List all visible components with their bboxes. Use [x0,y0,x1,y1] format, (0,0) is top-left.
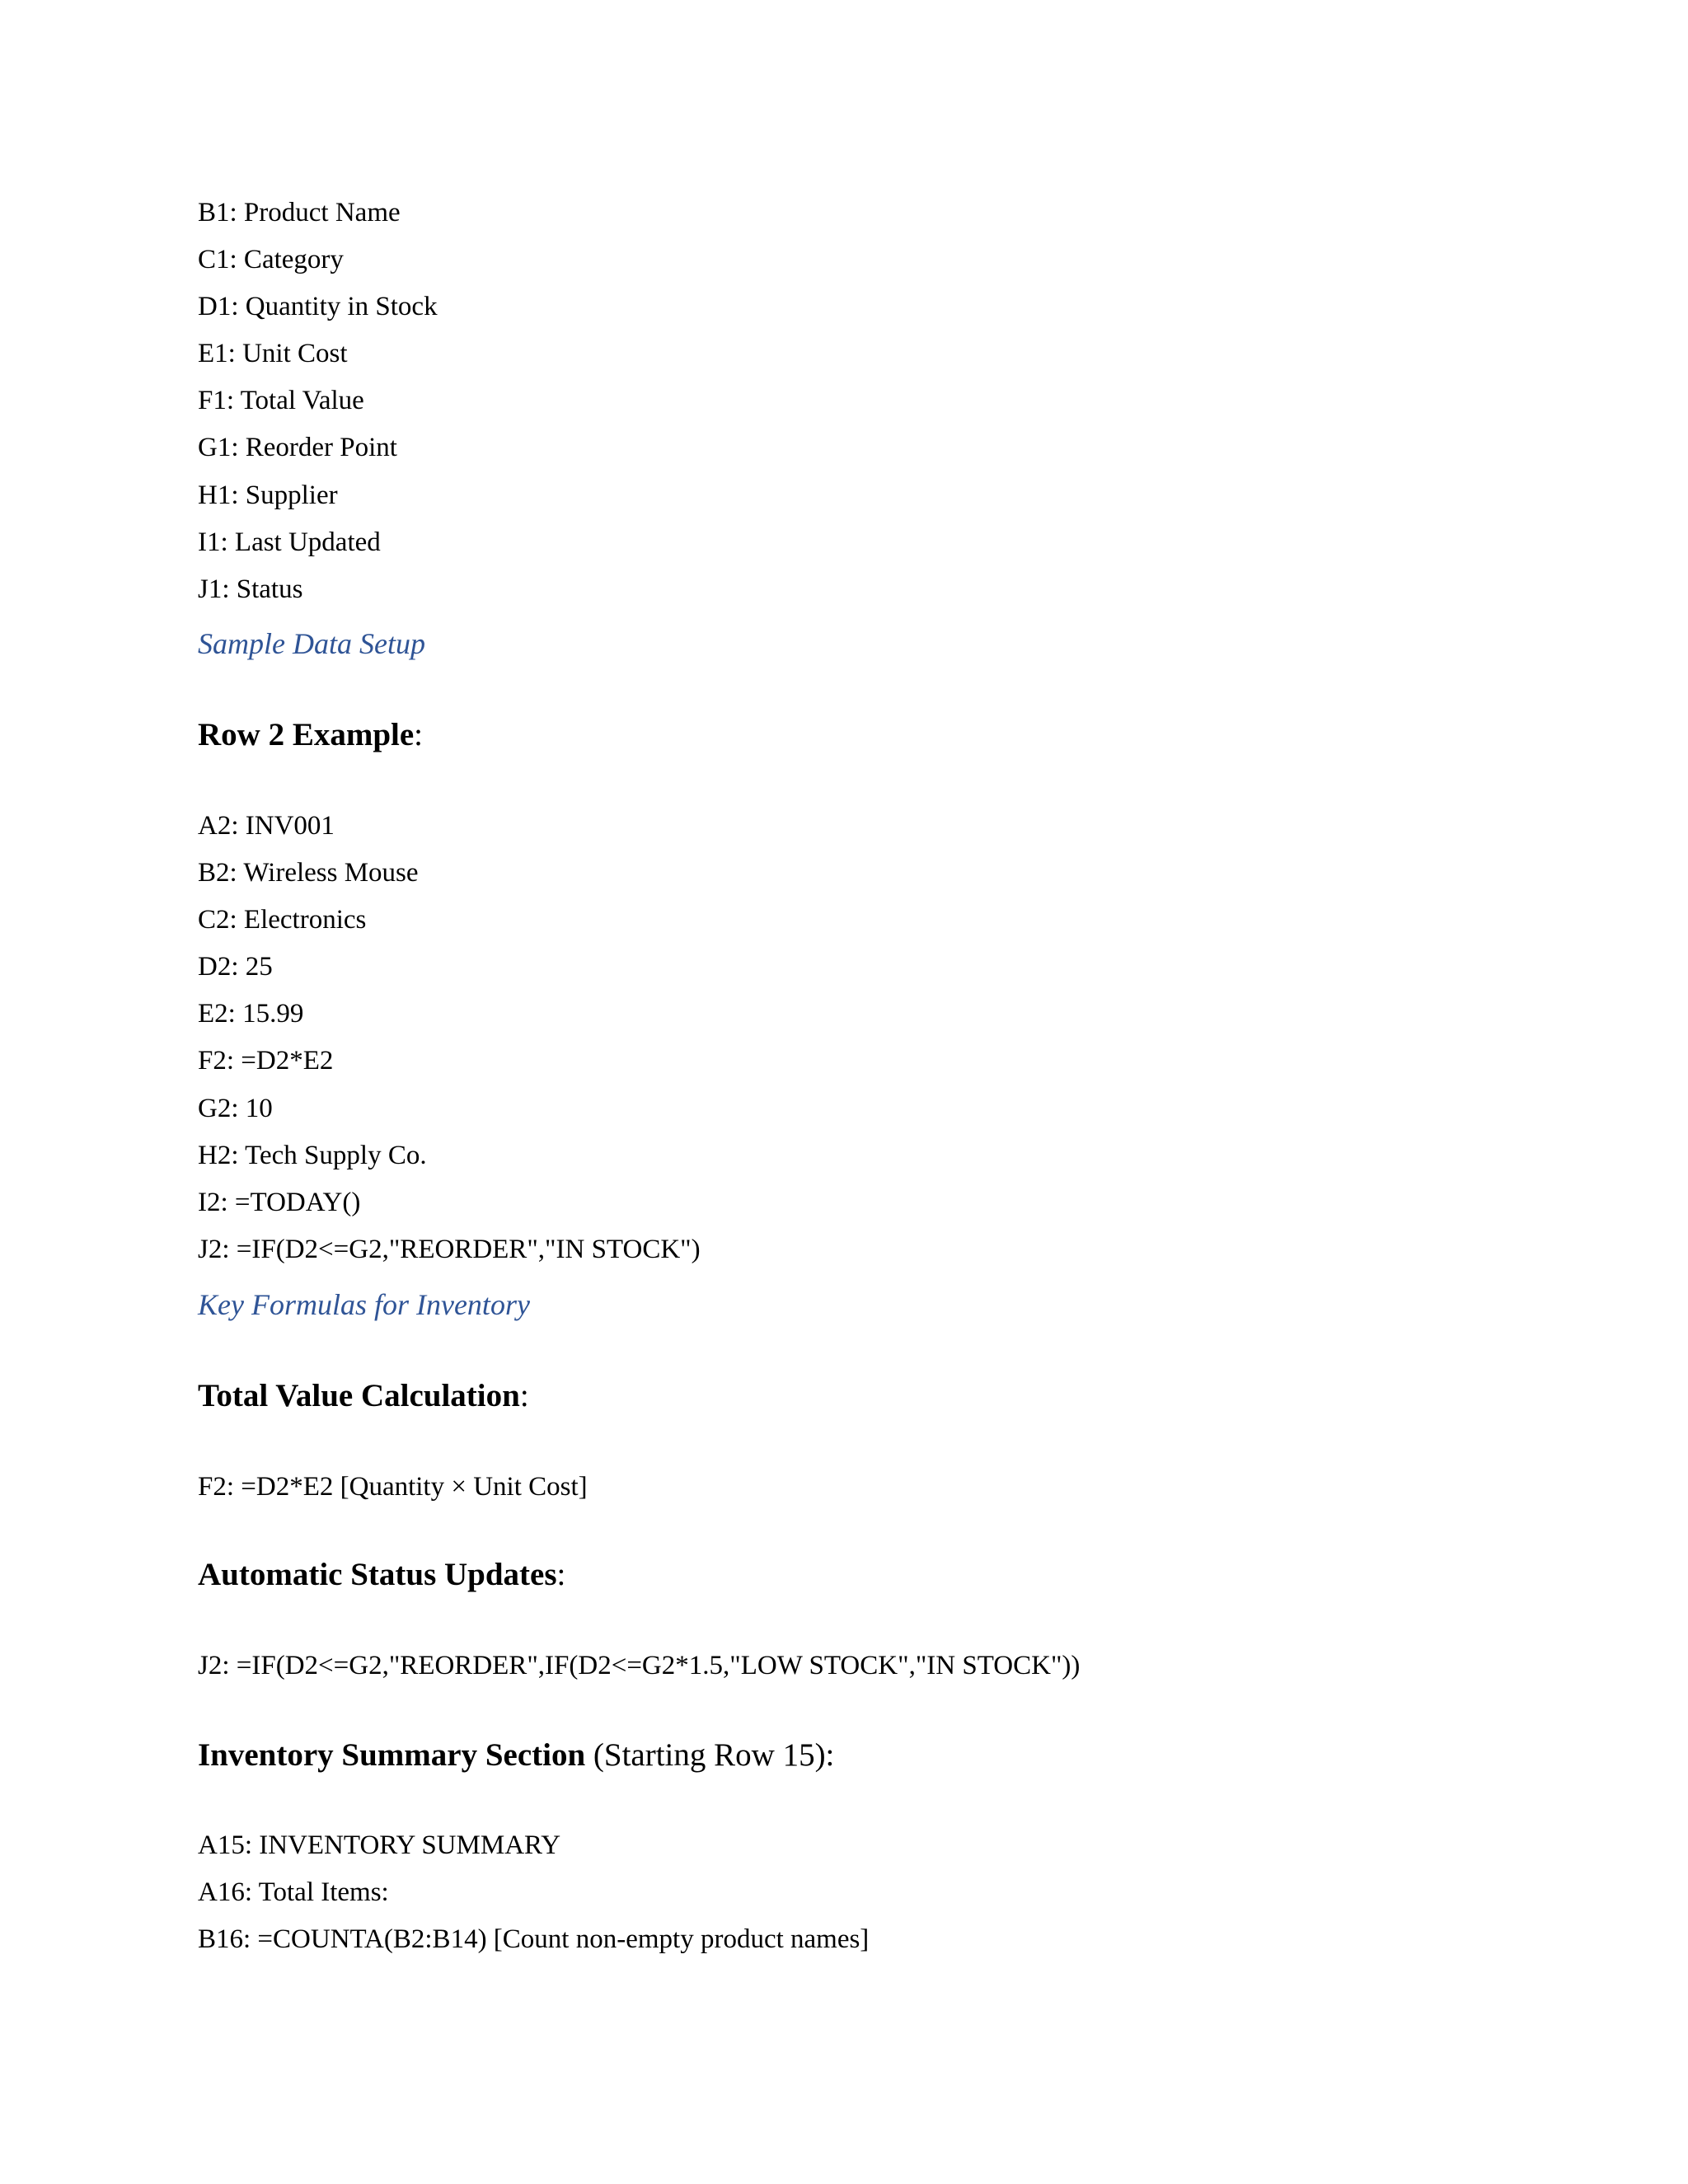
header-line: B1: Product Name [198,198,401,227]
row2-line: I2: =TODAY() [198,1188,361,1217]
row2-line: G2: 10 [198,1094,273,1123]
row2-heading-rest: : [414,717,424,752]
total-value-heading [198,1376,529,1416]
header-line: G1: Reorder Point [198,433,397,462]
total-value-heading-bold: Total Value Calculation [198,1378,520,1413]
total-value-formula: F2: =D2*E2 [Quantity × Unit Cost] [198,1472,588,1502]
status-heading [198,1555,565,1595]
summary-line: A16: Total Items: [198,1877,389,1907]
status-heading-rest: : [556,1557,566,1592]
status-formula: J2: =IF(D2<=G2,"REORDER",IF(D2<=G2*1.5,"LOW STOCK","IN STOCK")) [198,1651,1081,1680]
header-line: E1: Unit Cost [198,339,348,368]
row2-line: H2: Tech Supply Co. [198,1141,427,1170]
total-value-heading-rest: : [519,1378,529,1413]
row2-line: A2: INV001 [198,811,335,841]
row2-heading-bold: Row 2 Example [198,717,415,752]
header-line: J1: Status [198,574,303,604]
summary-heading-bold: Inventory Summary Section [198,1737,586,1773]
row2-line: D2: 25 [198,952,273,982]
summary-heading-rest: (Starting Row 15): [585,1737,835,1773]
header-line: C1: Category [198,245,344,274]
row2-line: B2: Wireless Mouse [198,858,419,888]
summary-line: A15: INVENTORY SUMMARY [198,1830,561,1860]
header-line: I1: Last Updated [198,527,381,557]
key-formulas-heading: Key Formulas for Inventory [198,1288,530,1321]
summary-heading [198,1736,834,1775]
summary-line: B16: =COUNTA(B2:B14) [Count non-empty product names] [198,1924,870,1954]
row2-line: F2: =D2*E2 [198,1046,334,1076]
row2-line: E2: 15.99 [198,999,304,1029]
row2-line: C2: Electronics [198,905,367,935]
row2-line: J2: =IF(D2<=G2,"REORDER","IN STOCK") [198,1235,701,1264]
header-line: F1: Total Value [198,386,364,415]
status-heading-bold: Automatic Status Updates [198,1557,557,1592]
header-line: D1: Quantity in Stock [198,292,438,321]
sample-data-heading: Sample Data Setup [198,627,425,660]
row2-heading [198,715,423,755]
header-line: H1: Supplier [198,480,338,510]
